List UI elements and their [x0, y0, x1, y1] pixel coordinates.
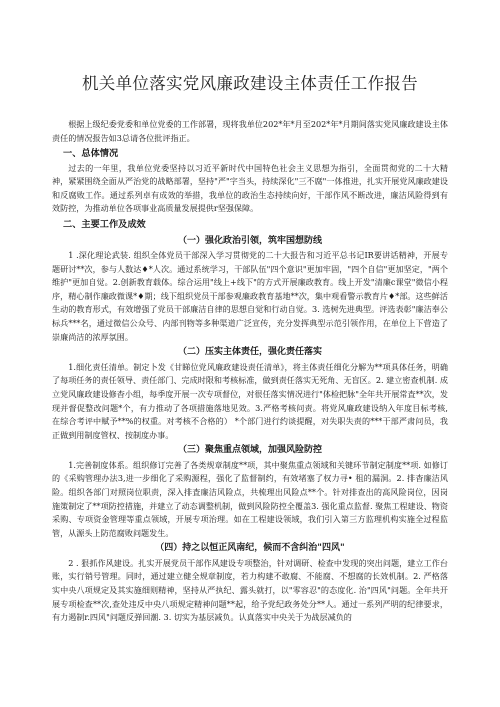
subsection-paragraph-2: 1.细化责任清单。制定卜发《甘睇位党风廉政建设责任清单》，将主体责任细化分解为**项具体任务，明确了每项任务的责任领导、责任部门、完成时限和考核标准，做到责任落实无死角、无盲区。2. 建立密查机制. 成立党风廉政建设修杳小组，每季度开展一次专项督位，对很任落实情况进行"体检把脉"全年共开展常査**次，发现并督促整改问题*个，有力推动了各项措施落地见效。3.严格考核问责。将党风廉政建设纳入年度目标考核, 在综合考评中赋予**%的权重。对考核不合格的） *个部门进行约谈提醒，对失职失责的***干部严肃问员，我正做到用制度管权、按制度办事。	[52, 361, 448, 440]
subsection-paragraph-1: 1 .深化理论武装. 组织全体党员干部深入学习贯彻党的二十大报告和习近平总书记IR要讲话精神，开展专题研讨**次，参与人数达♦*人次。通过系统学习，干部队伍"四个意识"更加牢固，"四个自信"更加坚定，"两个维护"更加自觉。2.创新教育载体。综合运用"线上+线下"的方式开展廉政教育。线上开发"清廉c课堂"微信小程序，精心制作廉政微课*♦期；线下组织党员干部参观廉政教育基地**次，集中观看警示教育片♦*部。这些鲜活生动的教育形式，有效增强了党员干部廉洁自律的思想自觉和行动自觉。3. 选树先进典型。评选表彰"廉洁奉公标兵***名，通过微信公众号、内部刊物等多种渠道广泛宣传，充分发挥典型示范引领作用，在单位上下营造了崇廉尚洁的浓厚氛围。	[52, 250, 448, 342]
overview-paragraph: 过去的一年里，我单位党委坚持以习近平新时代中国特色社会主义思想为指引，全面贯彻党的二十大精神，紧紧围绕全面从严治党的战略部署，坚持"严"字当头，持续深化"三不腐"一体推进，扎实开展党风廉政建设和反腐败工作。通过系列卓有成效的举措，我单位的政治生态持续向好，干部作风不断改进，廉洁风险得到有效防控，为推动单位各项事业高质量发展提供r坚强保障。	[52, 162, 448, 214]
subsection-heading-1: （一）强化政治引领，筑牢国想防线	[177, 235, 322, 246]
page-title: 机关单位落实党风廉政建设主体责任工作报告	[82, 74, 418, 93]
section-heading-overview: 一、总体情况	[63, 148, 119, 160]
subsection-heading-4: （四）持之以恒正风南纪，候而不含纠治"四风"	[155, 543, 345, 554]
section-heading-main-work: 二、主要工作及成效	[63, 219, 146, 231]
subsection-paragraph-3: 1.完善制度体系。组织修订完善了各类规章制度**项，其中聚焦重点领域和关键环节制定制度**项. 如修订的《采购管理办法3,进一步细化了采购源程，强化了监督制约，有效堵塞了权力寻• 租的漏洞。2. 排杳廉洁风险。组织各部门对照岗位职责，深入排査廉洁风险点，共梳理出风险点**个。针对排查出的高风险岗位，因岗施策制定了**项防控措施，并建立了动态调整机制，做到风险防控全覆盖3. 强化重点监督. 聚焦工程建设、物资采购、专项资金管理等重点领域，开展专项治理。如在工程建设领域，我们引入第三方监理机构实施全过程监管，从源头上防范腐败问题发生。	[52, 459, 448, 538]
subsection-heading-3: （三）聚焦重点领域，加强风险防控	[177, 445, 322, 456]
subsection-paragraph-4: 2 . 狠抓作风建设。扎实开展党员干部作风建设专项整治，针对调研、检查中发现的突出问题，建立工作台账，实行销号管理。同时，通过建立健全规章制度，若力构建不敢腐、不能腐、不想腐的长效机制。2. 严格落实中央八项规定及其实施细则精神，坚持从严执纪、露头就打，以"零容忍"的态度化. 治"四风"问题。全年共开展专项检查**次,查处违反中央八项规定精神问题**起，给予党纪政务处分**人。通过一系列严明的纪律要求，有力遏制r.四风"问题反弹回潮. 3. 切实为基层减负。认真落实中央关于为战层减负的	[52, 557, 448, 623]
subsection-heading-2: （二）压实主体责任，强化责任落实	[177, 347, 322, 358]
intro-paragraph: 根据上级纪委党委和单位党委的工作部署，现将我单位202*年*月至202*年*月期间落实党风廉政建设主体责任的情况报告如3总请各位批评指正。	[52, 119, 448, 143]
